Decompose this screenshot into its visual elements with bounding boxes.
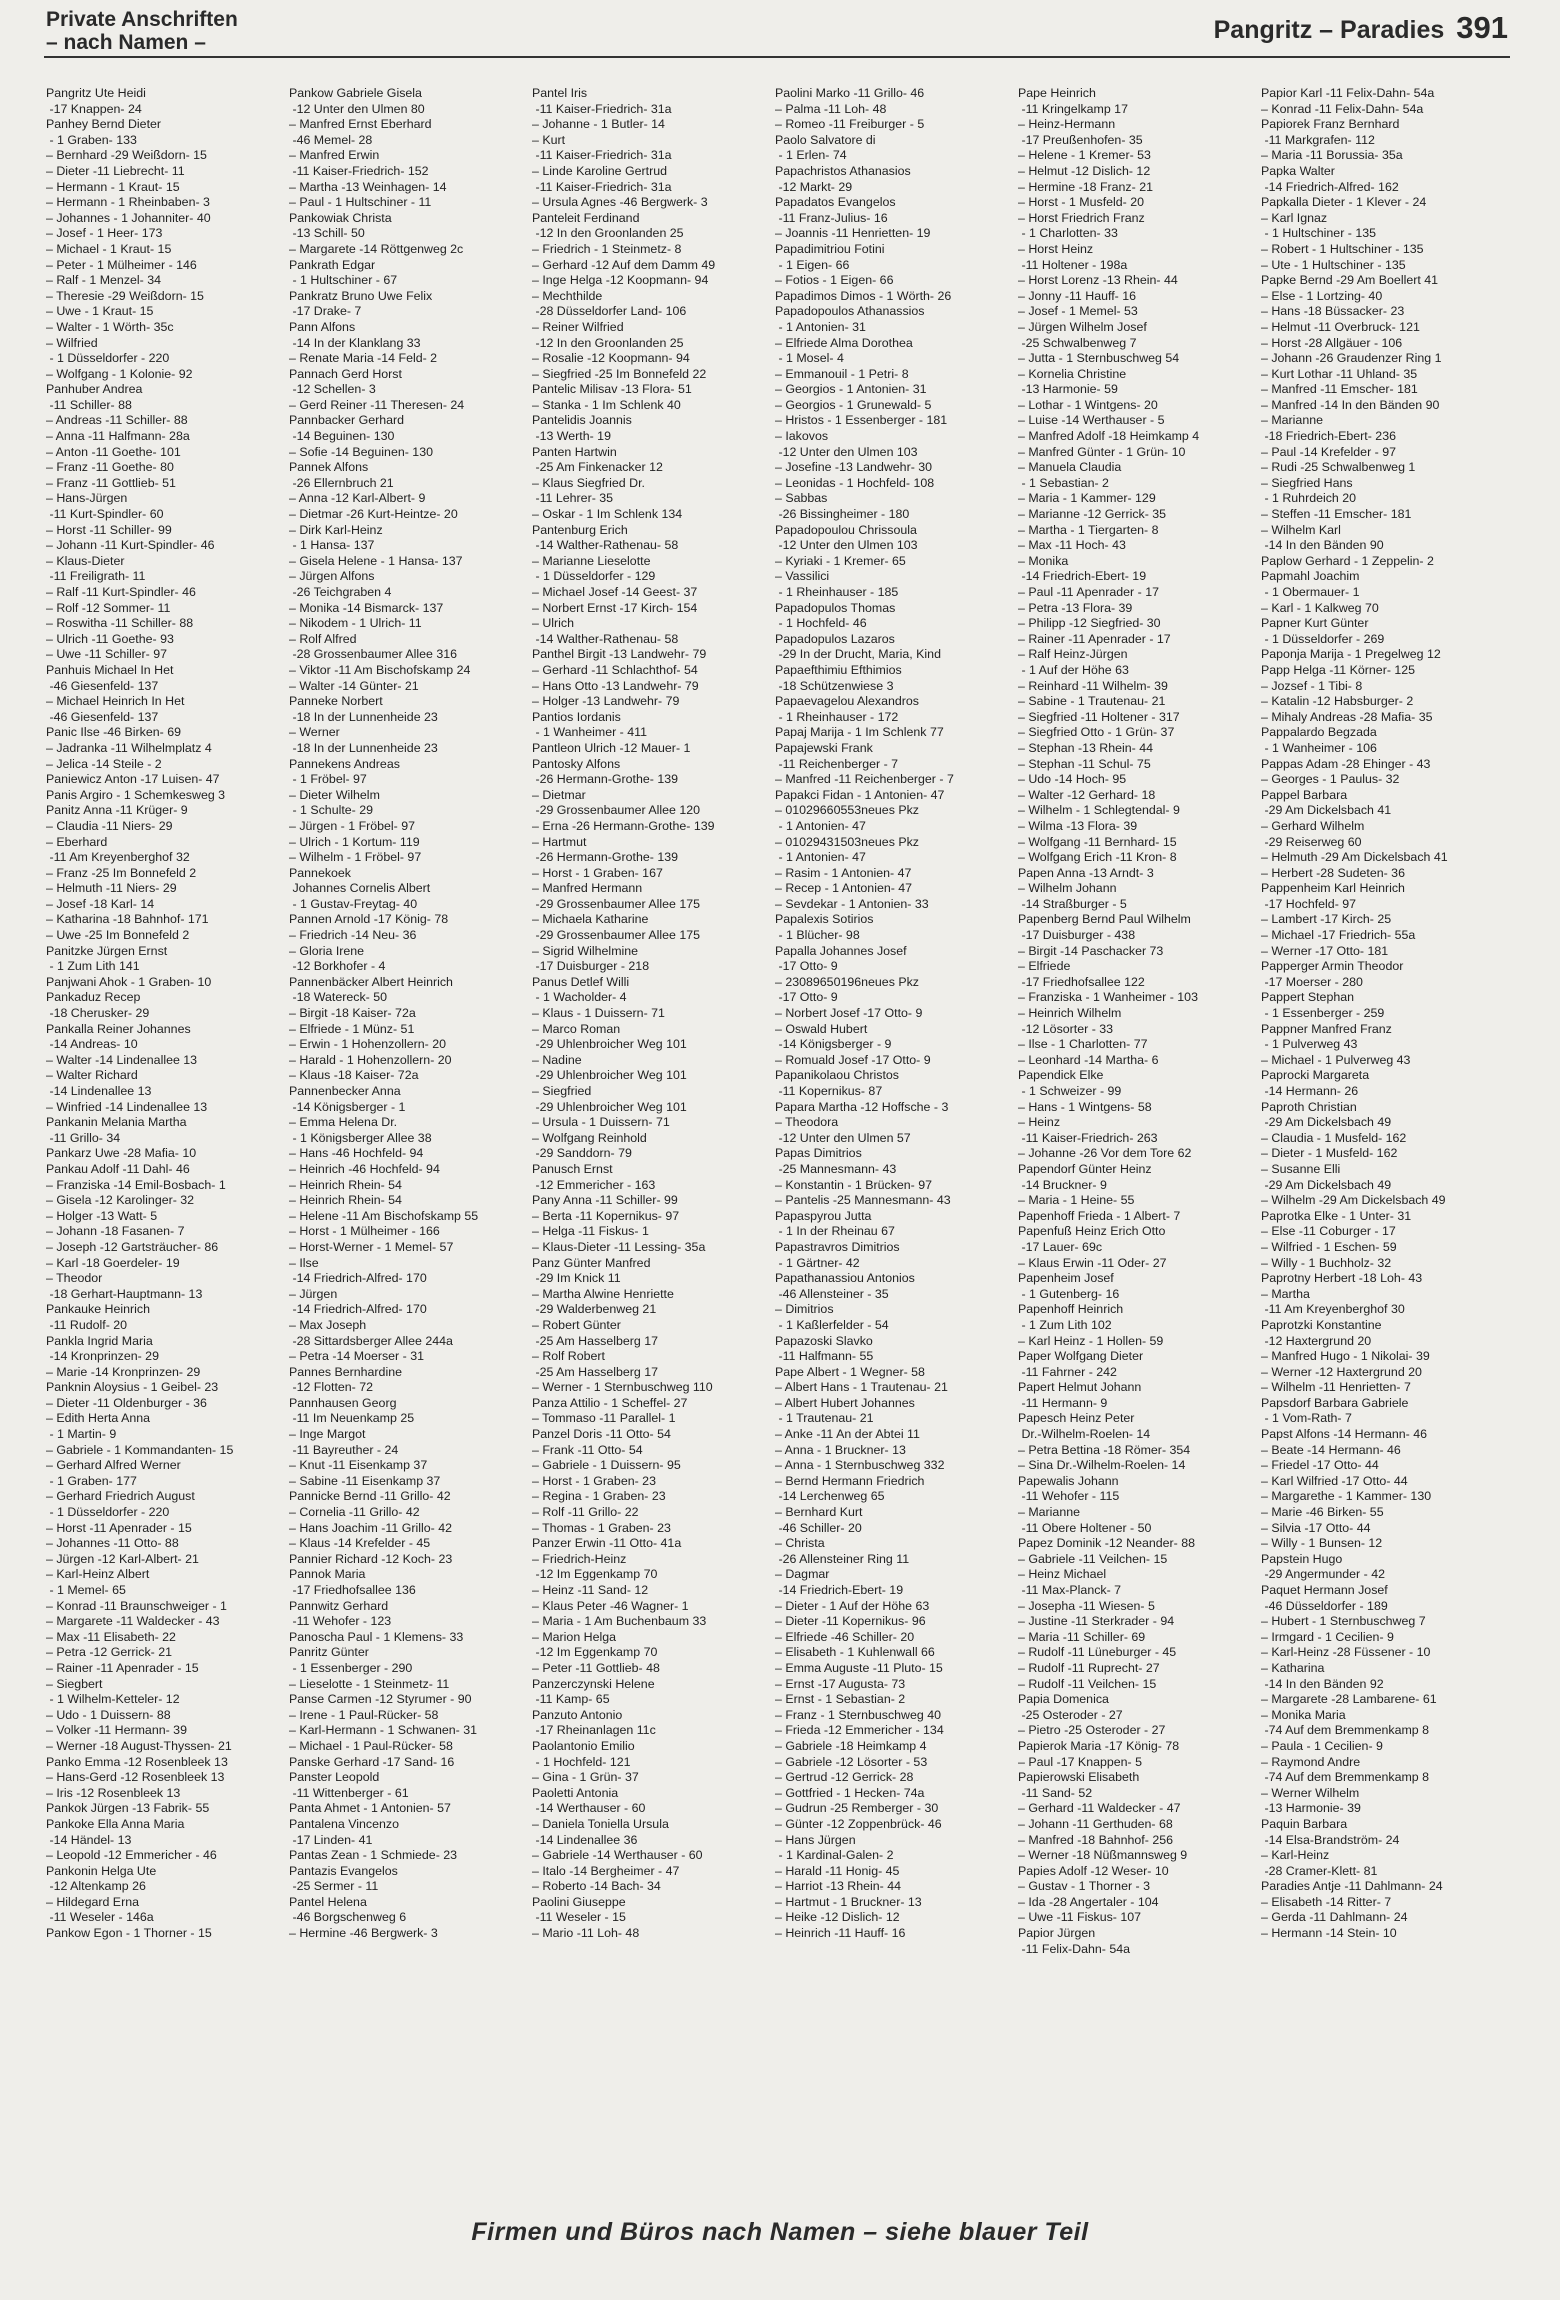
section-heading: [46, 8, 238, 54]
page-number: 391: [1456, 10, 1508, 45]
listing-column-1: [46, 86, 289, 2206]
section-heading-line2: – nach Namen –: [46, 31, 206, 54]
listing-column-text: Pangritz Ute Heidi -17 Knappen- 24 Panhey Bernd Dieter - 1 Graben- 133 – Bernhard -29 Weißdorn- 15 – Dieter -11 Liebrecht- 11 – Hermann - 1 Kraut- 15 – Hermann - 1 Rheinbaben- 3 – Johannes - 1 Johanniter- 40 – Josef - 1 Heer- 173 – Michael - 1 Kraut- 15 – Peter - 1 Mülheimer - 146 – Ralf - 1 Menzel- 34 – Theresie -29 Weißdorn- 15 – Uwe - 1 Kraut- 15 – Walter - 1 Wörth- 35c – Wilfried - 1 Düsseldorfer - 220 – Wolfgang - 1 Kolonie- 92 Panhuber Andrea -11 Schiller- 88 – Andreas -11 Schiller- 88 – Anna -11 Halfmann- 28a – Anton -11 Goethe- 101 – Franz -11 Goethe- 80 – Franz -11 Gottlieb- 51 – Hans-Jürgen -11 Kurt-Spindler- 60 – Horst -11 Schiller- 99 – Johann -11 Kurt-Spindler- 46 – Klaus-Dieter -11 Freiligrath- 11 – Ralf -11 Kurt-Spindler- 46 – Rolf -12 Sommer- 11 – Roswitha -11 Schiller- 88 – Ulrich -11 Goethe- 93 – Uwe -11 Schiller- 97 Panhuis Michael In Het -46 Giesenfeld- 137 – Michael Heinrich In Het -46 Giesenfeld- 137 Panic Ilse -46 Birken- 69 – Jadranka -11 Wilhelmplatz 4 – Jelica -14 Steile - 2 Paniewicz Anton -17 Luisen- 47 Panis Argiro - 1 Schemkesweg 3 Panitz Anna -11 Krüger- 9 – Claudia -11 Niers- 29 – Eberhard -11 Am Kreyenberghof 32 – Franz -25 Im Bonnefeld 2 – Helmuth -11 Niers- 29 – Josef -18 Karl- 14 – Katharina -18 Bahnhof- 171 – Uwe -25 Im Bonnefeld 2 Panitzke Jürgen Ernst - 1 Zum Lith 141 Panjwani Ahok - 1 Graben- 10 Pankaduz Recep -18 Cherusker- 29 Pankalla Reiner Johannes -14 Andreas- 10 – Walter -14 Lindenallee 13 – Walter Richard -14 Lindenallee 13 – Winfried -14 Lindenallee 13 Pankanin Melania Martha -11 Grillo- 34 Pankarz Uwe -28 Mafia- 10 Pankau Adolf -11 Dahl- 46 – Franziska -14 Emil-Bosbach- 1 – Gisela -12 Karolinger- 32 – Holger -13 Watt- 5 – Johann -18 Fasanen- 7 – Joseph -12 Gartsträucher- 86 – Karl -18 Goerdeler- 19 – Theodor -18 Gerhart-Hauptmann- 13 Pankauke Heinrich -11 Rudolf- 20 Pankla Ingrid Maria -14 Kronprinzen- 29 – Marie -14 Kronprinzen- 29 Panknin Aloysius - 1 Geibel- 23 – Dieter -11 Oldenburger - 36 – Edith Herta Anna - 1 Martin- 9 – Gabriele - 1 Kommandanten- 15 – Gerhard Alfred Werner - 1 Graben- 177 – Gerhard Friedrich August - 1 Düsseldorfer - 220 – Horst -11 Apenrader - 15 – Johannes -11 Otto- 88 – Jürgen -12 Karl-Albert- 21 – Karl-Heinz Albert - 1 Memel- 65 – Konrad -11 Braunschweiger - 1 – Margarete -11 Waldecker - 43 – Max -11 Elisabeth- 22 – Petra -12 Gerrick- 21 – Rainer -11 Apenrader - 15 – Siegbert - 1 Wilhelm-Ketteler- 12 – Udo - 1 Duissern- 88 – Volker -11 Hermann- 39 – Werner -18 August-Thyssen- 21 Panko Emma -12 Rosenbleek 13 – Hans-Gerd -12 Rosenbleek 13 – Iris -12 Rosenbleek 13 Pankok Jürgen -13 Fabrik- 55 Pankoke Ella Anna Maria -14 Händel- 13 – Leopold -12 Emmericher - 46 Pankonin Helga Ute -12 Altenkamp 26 – Hildegard Erna -11 Weseler - 146a Pankow Egon - 1 Thorner - 15: [46, 86, 234, 1941]
listing-column-6: [1261, 86, 1504, 2206]
listing-column-5: [1018, 86, 1261, 2206]
header-rule: [44, 56, 1510, 58]
listing-columns: [46, 86, 1506, 2206]
listing-column-text: Paolini Marko -11 Grillo- 46 – Palma -11 Loh- 48 – Romeo -11 Freiburger - 5 Paolo Salvatore di - 1 Erlen- 74 Papachristos Athanasios -12 Markt- 29 Papadatos Evangelos -11 Franz-Julius- 16 – Joannis -11 Henrietten- 19 Papadimitriou Fotini - 1 Eigen- 66 – Fotios - 1 Eigen- 66 Papadimos Dimos - 1 Wörth- 26 Papadopoulos Athanassios - 1 Antonien- 31 – Elfriede Alma Dorothea - 1 Mosel- 4 – Emmanouil - 1 Petri- 8 – Georgios - 1 Antonien- 31 – Georgios - 1 Grunewald- 5 – Hristos - 1 Essenberger - 181 – Iakovos -12 Unter den Ulmen 103 – Josefine -13 Landwehr- 30 – Leonidas - 1 Hochfeld- 108 – Sabbas -26 Bissingheimer - 180 Papadopoulou Chrissoula -12 Unter den Ulmen 103 – Kyriaki - 1 Kremer- 65 – Vassilici - 1 Rheinhauser - 185 Papadopulos Thomas - 1 Hochfeld- 46 Papadopulos Lazaros -29 In der Drucht, Maria, Kind Papaefthimiu Efthimios -18 Schützenwiese 3 Papaevagelou Alexandros - 1 Rheinhauser - 172 Papaj Marija - 1 Im Schlenk 77 Papajewski Frank -11 Reichenberger - 7 – Manfred -11 Reichenberger - 7 Papakci Fidan - 1 Antonien- 47 – 01029660553neues Pkz - 1 Antonien- 47 – 01029431503neues Pkz - 1 Antonien- 47 – Rasim - 1 Antonien- 47 – Recep - 1 Antonien- 47 – Sevdekar - 1 Antonien- 33 Papalexis Sotirios - 1 Blücher- 98 Papalla Johannes Josef -17 Otto- 9 – 23089650196neues Pkz -17 Otto- 9 – Norbert Josef -17 Otto- 9 – Oswald Hubert -14 Königsberger - 9 – Romuald Josef -17 Otto- 9 Papanikolaou Christos -11 Kopernikus- 87 Papara Martha -12 Hoffsche - 3 – Theodora -12 Unter den Ulmen 57 Papas Dimitrios -25 Mannesmann- 43 – Konstantin - 1 Brücken- 97 – Pantelis -25 Mannesmann- 43 Papaspyrou Jutta - 1 In der Rheinau 67 Papastravros Dimitrios - 1 Gärtner- 42 Papathanassiou Antonios -46 Allensteiner - 35 – Dimitrios - 1 Kaßlerfelder - 54 Papazoski Slavko -11 Halfmann- 55 Pape Albert - 1 Wegner- 58 – Albert Hans - 1 Trautenau- 21 – Albert Hubert Johannes - 1 Trautenau- 21 – Anke -11 An der Abtei 11 – Anna - 1 Bruckner- 13 – Anna - 1 Sternbuschweg 332 – Bernd Hermann Friedrich -14 Lerchenweg 65 – Bernhard Kurt -46 Schiller- 20 – Christa -26 Allensteiner Ring 11 – Dagmar -14 Friedrich-Ebert- 19 – Dieter - 1 Auf der Höhe 63 – Dieter -11 Kopernikus- 96 – Elfriede -46 Schiller- 20 – Elisabeth - 1 Kuhlenwall 66 – Emma Auguste -11 Pluto- 15 – Ernst -17 Augusta- 73 – Ernst - 1 Sebastian- 2 – Franz - 1 Sternbuschweg 40 – Frieda -12 Emmericher - 134 – Gabriele -18 Heimkamp 4 – Gabriele -12 Lösorter - 53 – Gertrud -12 Gerrick- 28 – Gottfried - 1 Hecken- 74a – Gudrun -25 Remberger - 30 – Günter -12 Zoppenbrück- 46 – Hans Jürgen - 1 Kardinal-Galen- 2 – Harald -11 Honig- 45 – Harriot -13 Rhein- 44 – Hartmut - 1 Bruckner- 13 – Heike -12 Dislich- 12 – Heinrich -11 Hauff- 16: [775, 86, 954, 1941]
footer-note: Firmen und Büros nach Namen – siehe blauer Teil: [471, 2218, 1089, 2246]
name-range: Pangritz – Paradies: [1213, 16, 1445, 44]
listing-column-text: Pape Heinrich -11 Kringelkamp 17 – Heinz-Hermann -17 Preußenhofen- 35 – Helene - 1 Kremer- 53 – Helmut -12 Dislich- 12 – Hermine -18 Franz- 21 – Horst - 1 Musfeld- 20 – Horst Friedrich Franz - 1 Charlotten- 33 – Horst Heinz -11 Holtener - 198a – Horst Lorenz -13 Rhein- 44 – Jonny -11 Hauff- 16 – Josef - 1 Memel- 53 – Jürgen Wilhelm Josef -25 Schwalbenweg 7 – Jutta - 1 Sternbuschweg 54 – Kornelia Christine -13 Harmonie- 59 – Lothar - 1 Wintgens- 20 – Luise -14 Werthauser - 5 – Manfred Adolf -18 Heimkamp 4 – Manfred Günter - 1 Grün- 10 – Manuela Claudia - 1 Sebastian- 2 – Maria - 1 Kammer- 129 – Marianne -12 Gerrick- 35 – Martha - 1 Tiergarten- 8 – Max -11 Hoch- 43 – Monika -14 Friedrich-Ebert- 19 – Paul -11 Apenrader - 17 – Petra -13 Flora- 39 – Philipp -12 Siegfried- 30 – Rainer -11 Apenrader - 17 – Ralf Heinz-Jürgen - 1 Auf der Höhe 63 – Reinhard -11 Wilhelm- 39 – Sabine - 1 Trautenau- 21 – Siegfried -11 Holtener - 317 – Siegfried Otto - 1 Grün- 37 – Stephan -13 Rhein- 44 – Stephan -11 Schul- 75 – Udo -14 Hoch- 95 – Walter -12 Gerhard- 18 – Wilhelm - 1 Schlegtendal- 9 – Wilma -13 Flora- 39 – Wolfgang -11 Bernhard- 15 – Wolfgang Erich -11 Kron- 8 Papen Anna -13 Arndt- 3 – Wilhelm Johann -14 Straßburger - 5 Papenberg Bernd Paul Wilhelm -17 Duisburger - 438 – Birgit -14 Paschacker 73 – Elfriede -17 Friedhofsallee 122 – Franziska - 1 Wanheimer - 103 – Heinrich Wilhelm -12 Lösorter - 33 – Ilse - 1 Charlotten- 77 – Leonhard -14 Martha- 6 Papendick Elke - 1 Schweizer - 99 – Hans - 1 Wintgens- 58 – Heinz -11 Kaiser-Friedrich- 263 – Johanne -26 Vor dem Tore 62 Papendorf Günter Heinz -14 Bruckner- 9 – Maria - 1 Heine- 55 Papenhoff Frieda - 1 Albert- 7 Papenfuß Heinz Erich Otto -17 Lauer- 69c – Klaus Erwin -11 Oder- 27 Papenheim Josef - 1 Gutenberg- 16 Papenhoff Heinrich - 1 Zum Lith 102 – Karl Heinz - 1 Hollen- 59 Paper Wolfgang Dieter -11 Fahrner - 242 Papert Helmut Johann -11 Hermann- 9 Papesch Heinz Peter Dr.-Wilhelm-Roelen- 14 – Petra Bettina -18 Römer- 354 – Sina Dr.-Wilhelm-Roelen- 14 Papewalis Johann -11 Wehofer - 115 – Marianne -11 Obere Holtener - 50 Papez Dominik -12 Neander- 88 – Gabriele -11 Veilchen- 15 – Heinz Michael -11 Max-Planck- 7 – Josepha -11 Wiesen- 5 – Justine -11 Sterkrader - 94 – Maria -11 Schiller- 69 – Rudolf -11 Lüneburger - 45 – Rudolf -11 Ruprecht- 27 – Rudolf -11 Veilchen- 15 Papia Domenica -25 Osteroder - 27 – Pietro -25 Osteroder - 27 Papierok Maria -17 König- 78 – Paul -17 Knappen- 5 Papierowski Elisabeth -11 Sand- 52 – Gerhard -11 Waldecker - 47 – Johann -11 Gerthuden- 68 – Manfred -18 Bahnhof- 256 – Werner -18 Nüßmannsweg 9 Papies Adolf -12 Weser- 10 – Gustav - 1 Thorner - 3 – Ida -28 Angertaler - 104 – Uwe -11 Fiskus- 107 Papior Jürgen -11 Felix-Dahn- 54a: [1018, 86, 1200, 1956]
listing-column-2: [289, 86, 532, 2206]
section-heading-line1: Private Anschriften: [46, 8, 238, 31]
page-range-heading: [1214, 10, 1508, 46]
listing-column-text: Pantel Iris -11 Kaiser-Friedrich- 31a – Johanne - 1 Butler- 14 – Kurt -11 Kaiser-Friedrich- 31a – Linde Karoline Gertrud -11 Kaiser-Friedrich- 31a – Ursula Agnes -46 Bergwerk- 3 Panteleit Ferdinand -12 In den Groonlanden 25 – Friedrich - 1 Steinmetz- 8 – Gerhard -12 Auf dem Damm 49 – Inge Helga -12 Koopmann- 94 – Mechthilde -28 Düsseldorfer Land- 106 – Reiner Wilfried -12 In den Groonlanden 25 – Rosalie -12 Koopmann- 94 – Siegfried -25 Im Bonnefeld 22 Pantelic Milisav -13 Flora- 51 – Stanka - 1 Im Schlenk 40 Pantelidis Joannis -13 Werth- 19 Panten Hartwin -25 Am Finkenacker 12 – Klaus Siegfried Dr. -11 Lehrer- 35 – Oskar - 1 Im Schlenk 134 Pantenburg Erich -14 Walther-Rathenau- 58 – Marianne Lieselotte - 1 Düsseldorfer - 129 – Michael Josef -14 Geest- 37 – Norbert Ernst -17 Kirch- 154 – Ulrich -14 Walther-Rathenau- 58 Panthel Birgit -13 Landwehr- 79 – Gerhard -11 Schlachthof- 54 – Hans Otto -13 Landwehr- 79 – Holger -13 Landwehr- 79 Pantios Iordanis - 1 Wanheimer - 411 Pantleon Ulrich -12 Mauer- 1 Pantosky Alfons -26 Hermann-Grothe- 139 – Dietmar -29 Grossenbaumer Allee 120 – Erna -26 Hermann-Grothe- 139 – Hartmut -26 Hermann-Grothe- 139 – Horst - 1 Graben- 167 – Manfred Hermann -29 Grossenbaumer Allee 175 – Michaela Katharine -29 Grossenbaumer Allee 175 – Sigrid Wilhelmine -17 Duisburger - 218 Panus Detlef Willi - 1 Wacholder- 4 – Klaus - 1 Duissern- 71 – Marco Roman -29 Uhlenbroicher Weg 101 – Nadine -29 Uhlenbroicher Weg 101 – Siegfried -29 Uhlenbroicher Weg 101 – Ursula - 1 Duissern- 71 – Wolfgang Reinhold -29 Sanddorn- 79 Panusch Ernst -12 Emmericher - 163 Pany Anna -11 Schiller- 99 – Berta -11 Kopernikus- 97 – Helga -11 Fiskus- 1 – Klaus-Dieter -11 Lessing- 35a Panz Günter Manfred -29 Im Knick 11 – Martha Alwine Henriette -29 Walderbenweg 21 – Robert Günter -25 Am Hasselberg 17 – Rolf Robert -25 Am Hasselberg 17 – Werner - 1 Sternbuschweg 110 Panza Attilio - 1 Scheffel- 27 – Tommaso -11 Parallel- 1 Panzel Doris -11 Otto- 54 – Frank -11 Otto- 54 – Gabriele - 1 Duissern- 95 – Horst - 1 Graben- 23 – Regina - 1 Graben- 23 – Rolf -11 Grillo- 22 – Thomas - 1 Graben- 23 Panzer Erwin -11 Otto- 41a – Friedrich-Heinz -12 Im Eggenkamp 70 – Heinz -11 Sand- 12 – Klaus Peter -46 Wagner- 1 – Maria - 1 Am Buchenbaum 33 – Marion Helga -12 Im Eggenkamp 70 – Peter -11 Gottlieb- 48 Panzerczynski Helene -11 Kamp- 65 Panzuto Antonio -17 Rheinanlagen 11c Paolantonio Emilio - 1 Hochfeld- 121 – Gina - 1 Grün- 37 Paoletti Antonia -14 Werthauser - 60 – Daniela Toniella Ursula -14 Lindenallee 36 – Gabriele -14 Werthauser - 60 – Italo -14 Bergheimer - 47 – Roberto -14 Bach- 34 Paolini Giuseppe -11 Weseler - 15 – Mario -11 Loh- 48: [532, 86, 716, 1941]
listing-column-text: Papior Karl -11 Felix-Dahn- 54a – Konrad -11 Felix-Dahn- 54a Papiorek Franz Bernhard -11 Markgrafen- 112 – Maria -11 Borussia- 35a Papka Walter -14 Friedrich-Alfred- 162 Papkalla Dieter - 1 Klever - 24 – Karl Ignaz - 1 Hultschiner - 135 – Robert - 1 Hultschiner - 135 – Ute - 1 Hultschiner - 135 Papke Bernd -29 Am Boellert 41 – Else - 1 Lortzing- 40 – Hans -18 Büssacker- 23 – Helmut -11 Overbruck- 121 – Horst -28 Allgäuer - 106 – Johann -26 Graudenzer Ring 1 – Kurt Lothar -11 Uhland- 35 – Manfred -11 Emscher- 181 – Manfred -14 In den Bänden 90 – Marianne -18 Friedrich-Ebert- 236 – Paul -14 Krefelder - 97 – Rudi -25 Schwalbenweg 1 – Siegfried Hans - 1 Ruhrdeich 20 – Steffen -11 Emscher- 181 – Wilhelm Karl -14 In den Bänden 90 Paplow Gerhard - 1 Zeppelin- 2 Papmahl Joachim - 1 Obermauer- 1 – Karl - 1 Kalkweg 70 Papner Kurt Günter - 1 Düsseldorfer - 269 Paponja Marija - 1 Pregelweg 12 Papp Helga -11 Körner- 125 – Jozsef - 1 Tibi- 8 – Katalin -12 Habsburger- 2 – Mihaly Andreas -28 Mafia- 35 Pappalardo Begzada - 1 Wanheimer - 106 Pappas Adam -28 Ehinger - 43 – Georges - 1 Paulus- 32 Pappel Barbara -29 Am Dickelsbach 41 – Gerhard Wilhelm -29 Reiserweg 60 – Helmuth -29 Am Dickelsbach 41 – Herbert -28 Sudeten- 36 Pappenheim Karl Heinrich -17 Hochfeld- 97 – Lambert -17 Kirch- 25 – Michael -17 Friedrich- 55a – Werner -17 Otto- 181 Papperger Armin Theodor -17 Moerser - 280 Pappert Stephan - 1 Essenberger - 259 Pappner Manfred Franz - 1 Pulverweg 43 – Michael - 1 Pulverweg 43 Paprocki Margareta -14 Hermann- 26 Paproth Christian -29 Am Dickelsbach 49 – Claudia - 1 Musfeld- 162 – Dieter - 1 Musfeld- 162 – Susanne Elli -29 Am Dickelsbach 49 – Wilhelm -29 Am Dickelsbach 49 Paprotka Elke - 1 Unter- 31 – Else -11 Coburger - 17 – Wilfried - 1 Eschen- 59 – Willy - 1 Buchholz- 32 Paprotny Herbert -18 Loh- 43 – Martha -11 Am Kreyenberghof 30 Paprotzki Konstantine -12 Haxtergrund 20 – Manfred Hugo - 1 Nikolai- 39 – Werner -12 Haxtergrund 20 – Wilhelm -11 Henrietten- 7 Papsdorf Barbara Gabriele - 1 Vom-Rath- 7 Papst Alfons -14 Hermann- 46 – Beate -14 Hermann- 46 – Friedel -17 Otto- 44 – Karl Wilfried -17 Otto- 44 – Margarethe - 1 Kammer- 130 – Marie -46 Birken- 55 – Silvia -17 Otto- 44 – Willy - 1 Bunsen- 12 Papstein Hugo -29 Angermunder - 42 Paquet Hermann Josef -46 Düsseldorfer - 189 – Hubert - 1 Sternbuschweg 7 – Irmgard - 1 Cecilien- 9 – Karl-Heinz -28 Füssener - 10 – Katharina -14 In den Bänden 92 – Margarete -28 Lambarene- 61 – Monika Maria -74 Auf dem Bremmenkamp 8 – Paula - 1 Cecilien- 9 – Raymond Andre -74 Auf dem Bremmenkamp 8 – Werner Wilhelm -13 Harmonie- 39 Paquin Barbara -14 Elsa-Brandström- 24 – Karl-Heinz -28 Cramer-Klett- 81 Paradies Antje -11 Dahlmann- 24 – Elisabeth -14 Ritter- 7 – Gerda -11 Dahlmann- 24 – Hermann -14 Stein- 10: [1261, 86, 1448, 1941]
listing-column-text: Pankow Gabriele Gisela -12 Unter den Ulmen 80 – Manfred Ernst Eberhard -46 Memel- 28 – Manfred Erwin -11 Kaiser-Friedrich- 152 – Martha -13 Weinhagen- 14 – Paul - 1 Hultschiner - 11 Pankowiak Christa -13 Schill- 50 – Margarete -14 Röttgenweg 2c Pankrath Edgar - 1 Hultschiner - 67 Pankratz Bruno Uwe Felix -17 Drake- 7 Pann Alfons -14 In der Klanklang 33 – Renate Maria -14 Feld- 2 Pannach Gerd Horst -12 Schellen- 3 – Gerd Reiner -11 Theresen- 24 Pannbacker Gerhard -14 Beguinen- 130 – Sofie -14 Beguinen- 130 Pannek Alfons -26 Ellernbruch 21 – Anna -12 Karl-Albert- 9 – Dietmar -26 Kurt-Heintze- 20 – Dirk Karl-Heinz - 1 Hansa- 137 – Gisela Helene - 1 Hansa- 137 – Jürgen Alfons -26 Teichgraben 4 – Monika -14 Bismarck- 137 – Nikodem - 1 Ulrich- 11 – Rolf Alfred -28 Grossenbaumer Allee 316 – Viktor -11 Am Bischofskamp 24 – Walter -14 Günter- 21 Panneke Norbert -18 In der Lunnenheide 23 – Werner -18 In der Lunnenheide 23 Pannekens Andreas - 1 Fröbel- 97 – Dieter Wilhelm - 1 Schulte- 29 – Jürgen - 1 Fröbel- 97 – Ulrich - 1 Kortum- 119 – Wilhelm - 1 Fröbel- 97 Pannekoek Johannes Cornelis Albert - 1 Gustav-Freytag- 40 Pannen Arnold -17 König- 78 – Friedrich -14 Neu- 36 – Gloria Irene -12 Borkhofer - 4 Pannenbäcker Albert Heinrich -18 Watereck- 50 – Birgit -18 Kaiser- 72a – Elfriede - 1 Münz- 51 – Erwin - 1 Hohenzollern- 20 – Harald - 1 Hohenzollern- 20 – Klaus -18 Kaiser- 72a Pannenbecker Anna -14 Königsberger - 1 – Emma Helena Dr. - 1 Königsberger Allee 38 – Hans -46 Hochfeld- 94 – Heinrich -46 Hochfeld- 94 – Heinrich Rhein- 54 – Heinrich Rhein- 54 – Helene -11 Am Bischofskamp 55 – Horst - 1 Mülheimer - 166 – Horst-Werner - 1 Memel- 57 – Ilse -14 Friedrich-Alfred- 170 – Jürgen -14 Friedrich-Alfred- 170 – Max Joseph -28 Sittardsberger Allee 244a – Petra -14 Moerser - 31 Pannes Bernhardine -12 Flotten- 72 Pannhausen Georg -11 Im Neuenkamp 25 – Inge Margot -11 Bayreuther - 24 – Knut -11 Eisenkamp 37 – Sabine -11 Eisenkamp 37 Pannicke Bernd -11 Grillo- 42 – Cornelia -11 Grillo- 42 – Hans Joachim -11 Grillo- 42 – Klaus -14 Krefelder - 45 Pannier Richard -12 Koch- 23 Pannok Maria -17 Friedhofsallee 136 Pannwitz Gerhard -11 Wehofer - 123 Panoscha Paul - 1 Klemens- 33 Panritz Günter - 1 Essenberger - 290 – Lieselotte - 1 Steinmetz- 11 Panse Carmen -12 Styrumer - 90 – Irene - 1 Paul-Rücker- 58 – Karl-Hermann - 1 Schwanen- 31 – Michael - 1 Paul-Rücker- 58 Panske Gerhard -17 Sand- 16 Panster Leopold -11 Wittenberger - 61 Panta Ahmet - 1 Antonien- 57 Pantalena Vincenzo -17 Linden- 41 Pantas Zean - 1 Schmiede- 23 Pantazis Evangelos -25 Sermer - 11 Pantel Helena -46 Borgschenweg 6 – Hermine -46 Bergwerk- 3: [289, 86, 479, 1941]
listing-column-4: [775, 86, 1018, 2206]
listing-column-3: [532, 86, 775, 2206]
